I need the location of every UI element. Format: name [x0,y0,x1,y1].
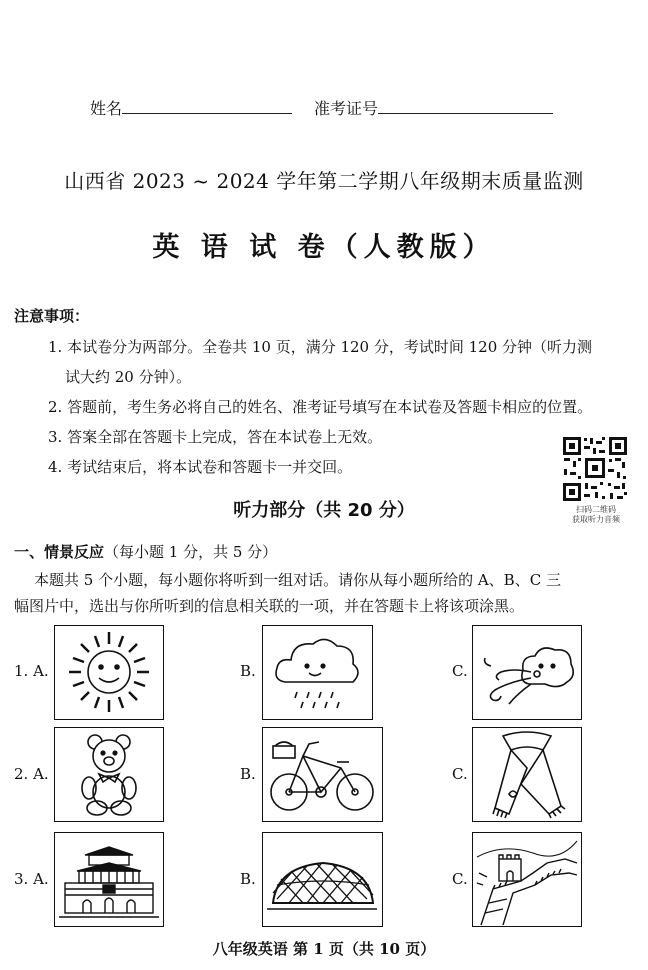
q3-option-c[interactable] [472,832,582,927]
instruction-line-1: 本题共 5 个小题，每小题你将听到一组对话。请你从每小题所给的 A、B、C 三 [34,571,561,589]
header-fields [90,96,553,119]
exam-title: 英 语 试 卷（人教版） [152,232,496,263]
notice-heading: 注意事项： [14,307,90,325]
q1-option-b[interactable] [262,625,373,720]
exam-id-input[interactable] [378,99,553,114]
q2-option-a[interactable] [54,727,164,822]
q2-b-label: B. [240,765,256,783]
q3-option-b[interactable] [262,832,383,927]
great-wall-icon [473,833,581,926]
birds-nest-stadium-icon [263,833,382,926]
qr-caption-line-2: 获取听力音频 [572,515,620,524]
scarf-icon [473,728,581,821]
tiananmen-icon [55,833,163,926]
notice-item-4: 4. 考试结束后，将本试卷和答题卡一并交回。 [48,458,353,476]
q3-c-label: C. [452,870,468,888]
notice-item-2: 2. 答题前，考生务必将自己的姓名、准考证号填写在本试卷及答题卡相应的位置。 [48,398,593,416]
q3-b-label: B. [240,870,256,888]
instruction-line-2: 幅图片中，选出与你所听到的信息相关联的一项，并在答题卡上将该项涂黑。 [14,597,525,615]
q2-c-label: C. [452,765,468,783]
q1-c-label: C. [452,662,468,680]
q1-option-c[interactable] [472,625,582,720]
name-label: 姓名 [90,99,123,118]
page-footer: 八年级英语 第 1 页（共 10 页） [212,940,436,958]
q1-a-label: 1. A. [14,662,49,680]
q1-b-label: B. [240,662,256,680]
q2-option-c[interactable] [472,727,582,822]
wind-cloud-icon [473,626,581,719]
section-heading-text: 一、情景反应 [14,543,105,561]
q1-option-a[interactable] [54,625,164,720]
section-heading [14,541,277,562]
q3-option-a[interactable] [54,832,164,927]
sun-icon [55,626,163,719]
rain-cloud-icon [263,626,372,719]
section-note: （每小题 1 分，共 5 分） [104,543,278,561]
notice-item-3: 3. 答案全部在答题卡上完成，答在本试卷上无效。 [48,428,383,446]
listening-title: 听力部分（共 20 分） [233,500,415,521]
q2-option-b[interactable] [262,727,383,822]
exam-id-label: 准考证号 [314,99,379,118]
exam-subtitle: 山西省 2023 ~ 2024 学年第二学期八年级期末质量监测 [64,169,584,193]
notice-item-1: 1. 本试卷分为两部分。全卷共 10 页，满分 120 分，考试时间 120 分钟（听力测 [48,338,593,356]
bicycle-icon [263,728,382,821]
q2-a-label: 2. A. [14,765,49,783]
qr-caption-line-1: 扫码二维码 [576,505,616,514]
notice-item-1-cont: 试大约 20 分钟）。 [65,368,192,386]
name-input[interactable] [122,99,292,114]
qr-code-icon[interactable] [562,436,628,502]
q3-a-label: 3. A. [14,870,49,888]
teddy-bear-icon [55,728,163,821]
